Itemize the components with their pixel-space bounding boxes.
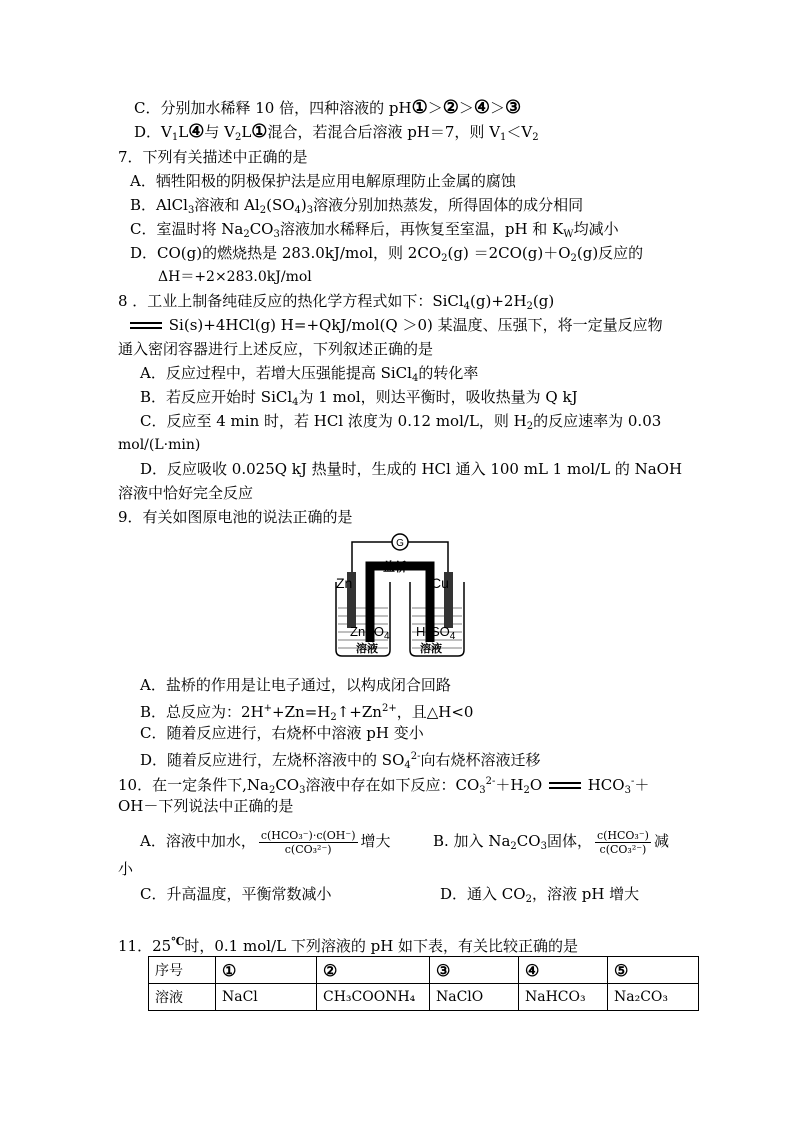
q10-1: 10．在一定条件下,Na [118, 776, 269, 794]
sub: 2 [243, 229, 250, 240]
sub: 2 [526, 421, 534, 432]
q7d-2: (g) ＝2CO(g)＋O [447, 244, 571, 262]
sub: 2 [526, 301, 533, 312]
sub: 4 [294, 205, 301, 216]
q6d-text-f: ＜V [506, 123, 533, 141]
q10b-3: 固体， [546, 832, 592, 850]
q6d-text-d: L [241, 123, 252, 141]
sup: 2+ [381, 703, 397, 714]
sub: 2 [425, 631, 431, 642]
q8-option-d: D．反应吸收 0.025Q kJ 热量时，生成的 HCl 通入 100 mL 1 mol/L 的 NaOH [140, 460, 683, 478]
sub: 4 [463, 301, 471, 312]
q9b-1: B．总反应为：2H [140, 703, 264, 721]
left-solution-word: 溶液 [356, 642, 378, 655]
sub: 4 [292, 397, 299, 408]
q6c-order-4: ③ [505, 97, 522, 118]
table-row-label: 溶液 [149, 984, 216, 1011]
galvanic-cell-diagram [330, 532, 470, 666]
q8-line2 [128, 314, 663, 336]
q8-option-c [140, 410, 661, 438]
q8a-2: 的转化率 [418, 364, 479, 382]
q9-title: 9．有关如图原电池的说法正确的是 [118, 508, 353, 526]
table-cell: NaHCO₃ [519, 984, 608, 1011]
table-row [149, 984, 699, 1011]
q11-title [118, 931, 578, 957]
q6d-text-b: L [178, 123, 189, 141]
q9d-1: D．随着反应进行，左烧杯溶液中的 SO [140, 751, 405, 769]
table-header-cell: 序号 [149, 957, 216, 984]
sub: 2 [525, 894, 532, 905]
q6d-text-a: D．V [134, 123, 172, 141]
zn-label: Zn [336, 575, 353, 591]
table-header-cell: ④ [519, 957, 608, 984]
q8-option-c-line2: mol/(L·min) [118, 437, 201, 453]
q8c-2: 的反应速率为 0.03 [533, 412, 662, 430]
table-cell: Na₂CO₃ [608, 984, 699, 1011]
q6c-text: C．分别加水稀释 10 倍，四种溶液的 pH [134, 99, 412, 117]
q10d-1: D．通入 CO [440, 885, 526, 903]
q10a-1: A．溶液中加水， [140, 832, 256, 850]
table-cell: CH₃COONH₄ [317, 984, 430, 1011]
q6c-order-2: ② [442, 97, 459, 118]
table-cell: NaCl [216, 984, 317, 1011]
q8-line3: 通入密闭容器进行上述反应，下列叙述正确的是 [118, 340, 434, 358]
q7-title: 7．下列有关描述中正确的是 [118, 148, 308, 166]
q9b-2: +Zn=H [272, 703, 331, 721]
q7b-2: 溶液和 Al [194, 196, 260, 214]
sup: - [630, 776, 635, 787]
q8b-1: B．若反应开始时 SiCl [140, 388, 293, 406]
q10d-2: ，溶液 pH 增大 [531, 885, 640, 903]
sub: 4 [449, 631, 456, 642]
q9b-3: ↑+Zn [336, 703, 382, 721]
q7b-1: B．AlCl [130, 196, 188, 214]
q7-option-a: A．牺牲阳极的阴极保护法是应用电解原理防止金属的腐蚀 [130, 172, 516, 190]
q10b-1: B. 加入 Na [433, 832, 511, 850]
q10-4: ＋H [495, 776, 524, 794]
ph-table [148, 956, 699, 1011]
sub: 2 [268, 785, 276, 796]
table-header-cell: ⑤ [608, 957, 699, 984]
table-header-row [149, 957, 699, 984]
q6-option-c: C．分别加水稀释 10 倍，四种溶液的 pH①＞②＞④＞③ [134, 97, 522, 118]
sub: W [563, 229, 574, 240]
q10-line4: 小 [118, 860, 134, 878]
q8c-1: C．反应至 4 min 时，若 HCl 浓度为 0.12 mol/L，则 H [140, 412, 527, 430]
q7b-4: ) [300, 196, 307, 214]
q7d-3: (g)反应的 [576, 244, 644, 262]
h: H [416, 624, 426, 639]
q8l2: Si(s)+4HCl(g) H=+QkJ/mol(Q ＞0) 某温度、压强下，将一定量反应物 [168, 316, 663, 334]
table-header-cell: ① [216, 957, 317, 984]
sub: 3 [187, 205, 195, 216]
q8a-1: A．反应过程中，若增大压强能提高 SiCl [140, 364, 412, 382]
q6d-text-e: 混合，若混合后溶液 pH＝7，则 V [267, 123, 501, 141]
q7c-1: C．室温时将 Na [130, 220, 244, 238]
sub: 1 [500, 132, 507, 143]
q9d-2: 向右烧杯溶液迁移 [420, 751, 541, 769]
q6d-text-c: 与 V [204, 123, 235, 141]
q10-3: 溶液中存在如下反应：CO [305, 776, 480, 794]
znso4: ZnSO [350, 624, 384, 639]
q7d-1: D．CO(g)的燃烧热是 283.0kJ/mol，则 2CO [130, 244, 442, 262]
fraction-a [259, 829, 358, 856]
q10a-2: 增大 [360, 832, 391, 850]
frac-num: c(HCO₃⁻) [596, 828, 649, 842]
salt-bridge-label: 盐桥 [383, 560, 408, 574]
q9-option-a: A．盐桥的作用是让电子通过，以构成闭合回路 [140, 676, 451, 694]
sub: 2 [510, 841, 517, 852]
sub: 2 [234, 132, 242, 143]
cu-label: Cu [431, 575, 449, 591]
sub: 3 [540, 841, 547, 852]
q10-option-c: C．升高温度，平衡常数减小 [140, 885, 332, 903]
q8-2: (g)+2H [470, 292, 527, 310]
sub: 2 [330, 712, 337, 723]
sub: 1 [171, 132, 179, 143]
table-header-cell: ② [317, 957, 430, 984]
q8-option-d-line2: 溶液中恰好完全反应 [118, 484, 254, 502]
q10-option-a [140, 826, 391, 856]
sup: + [263, 703, 273, 714]
frac-num: c(HCO₃⁻)·c(OH⁻) [260, 828, 356, 842]
q10-option-b [433, 826, 669, 862]
table-header-cell: ③ [430, 957, 519, 984]
circled-4: ④ [188, 121, 205, 142]
q8-3: (g) [532, 292, 555, 310]
q6-option-d [134, 121, 539, 149]
frac-den: c(CO₃²⁻) [599, 842, 647, 856]
q10-7: ＋ [634, 776, 650, 794]
sub: 3 [273, 229, 280, 240]
q10-option-d [440, 883, 639, 911]
q10-6: HCO [587, 776, 625, 794]
q7-option-d-line2: ΔH＝+2×283.0kJ/mol [158, 269, 312, 285]
so: SO [430, 624, 450, 639]
q6c-order-3: ④ [473, 97, 491, 118]
q7b-3: (SO [266, 196, 295, 214]
fraction-b [595, 829, 651, 856]
sub: 4 [404, 760, 411, 771]
sub: 2 [570, 253, 577, 264]
equilibrium-arrow-icon [128, 321, 164, 331]
q8-1: 8 ．工业上制备纯硅反应的热化学方程式如下：SiCl [118, 292, 464, 310]
q10-2: CO [275, 776, 300, 794]
right-solution-word: 溶液 [420, 642, 442, 655]
q9b-4: ，且△H<0 [396, 703, 474, 721]
q10b-4: 减 [653, 832, 669, 850]
q10-5: O [529, 776, 543, 794]
degree-celsius: ℃ [171, 935, 185, 948]
q7b-5: 溶液分别加热蒸发，所得固体的成分相同 [313, 196, 584, 214]
q7c-3: 溶液加水稀释后，再恢复至室温，pH 和 K [279, 220, 564, 238]
circled-1: ① [251, 121, 268, 142]
sub: 2 [259, 205, 267, 216]
q7c-2: CO [249, 220, 274, 238]
sub: 4 [411, 373, 419, 384]
q10b-2: CO [516, 832, 541, 850]
sub: 2 [532, 132, 539, 143]
q11-1: 11．25 [118, 937, 172, 955]
equilibrium-arrow-icon [547, 781, 583, 791]
sub: 3 [624, 785, 631, 796]
sub: 2 [523, 785, 530, 796]
q6c-order-1: ① [411, 97, 428, 118]
sub: 4 [383, 631, 390, 642]
q8b-2: 为 1 mol，则达平衡时，吸收热量为 Q kJ [298, 388, 578, 406]
sup: 2- [485, 776, 496, 787]
q9-option-c: C．随着反应进行，右烧杯中溶液 pH 变小 [140, 724, 424, 742]
sub: 3 [479, 785, 486, 796]
q10-line2: OH－下列说法中正确的是 [118, 797, 294, 815]
sub: 3 [306, 205, 314, 216]
frac-den: c(CO₃²⁻) [284, 842, 332, 856]
sub: 3 [299, 785, 306, 796]
galvanometer-label: G [396, 538, 404, 549]
q11-2: 时，0.1 mol/L 下列溶液的 pH 如下表，有关比较正确的是 [184, 937, 579, 955]
sup: 2- [410, 751, 421, 762]
q7c-4: 均减小 [573, 220, 619, 238]
sub: 2 [441, 253, 448, 264]
table-cell: NaClO [430, 984, 519, 1011]
